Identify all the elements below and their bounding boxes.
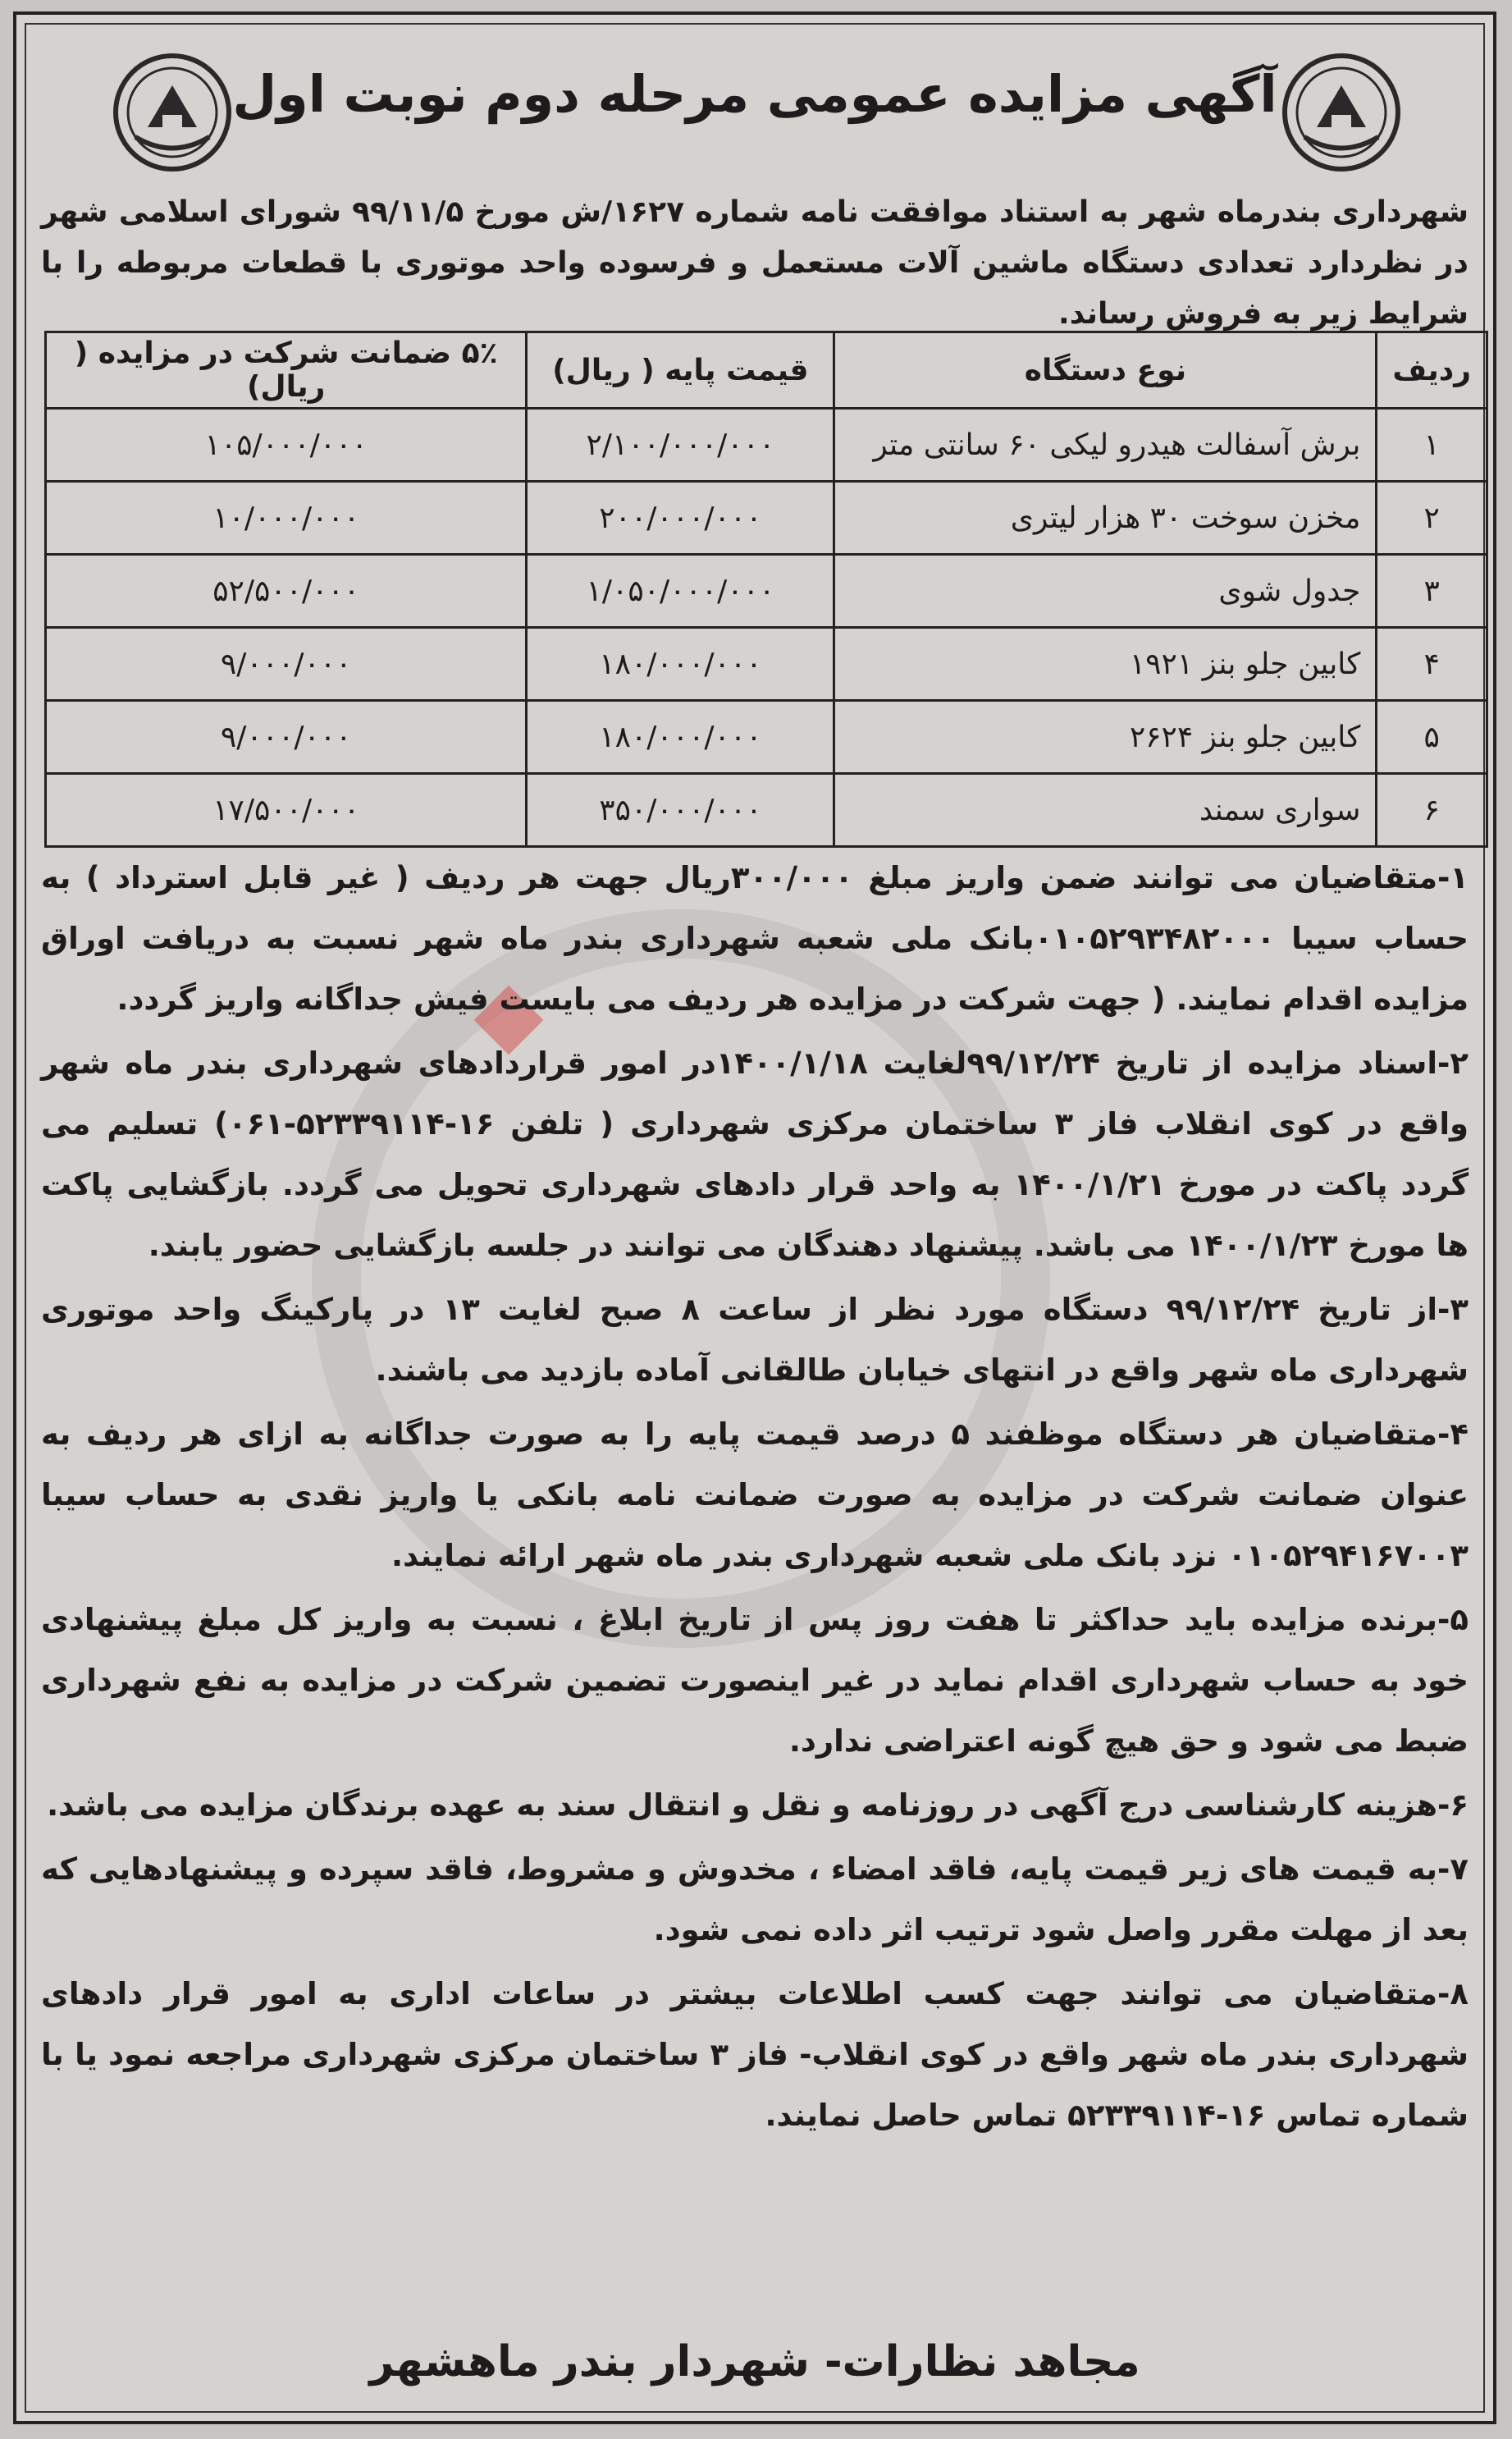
base-price: ۱۸۰/۰۰۰/۰۰۰	[527, 701, 834, 774]
header-row-number: ردیف	[1377, 332, 1487, 409]
device-type: مخزن سوخت ۳۰ هزار لیتری	[834, 482, 1377, 555]
header-guarantee: ۵٪ ضمانت شرکت در مزایده ( ریال)	[46, 332, 527, 409]
header-device-type: نوع دستگاه	[834, 332, 1377, 409]
condition-item: ۳-از تاریخ ۹۹/۱۲/۲۴ دستگاه مورد نظر از ساعت ۸ صبح لغایت ۱۳ در پارکینگ واحد موتوری شهرداری ماه شهر واقع در انتهای خیابان طالقانی آماده بازدید می باشند.	[41, 1292, 1469, 1388]
guarantee-amount: ۵۲/۵۰۰/۰۰۰	[46, 555, 527, 628]
guarantee-amount: ۱۷/۵۰۰/۰۰۰	[46, 774, 527, 847]
notice-sheet	[13, 11, 1496, 2424]
table-row	[46, 701, 1487, 774]
signature-line: مجاهد نظارات- شهردار بندر ماهشهر	[369, 2337, 1140, 2386]
device-type: برش آسفالت هیدرو لیکی ۶۰ سانتی متر	[834, 409, 1377, 482]
intro-paragraph: شهرداری بندرماه شهر به استناد موافقت نامه شماره ۱۶۲۷/ش مورخ ۹۹/۱۱/۵ شورای اسلامی شهر در نظردارد تعدادی دستگاه ماشین آلات مستعمل و فرسوده واحد موتوری با قطعات مربوطه را با شرایط زیر به فروش رساند.	[41, 195, 1469, 331]
guarantee-amount: ۱۰/۰۰۰/۰۰۰	[46, 482, 527, 555]
notice-title: آگهی مزایده عمومی مرحله دوم نوبت اول	[232, 64, 1277, 124]
base-price: ۲۰۰/۰۰۰/۰۰۰	[527, 482, 834, 555]
base-price: ۳۵۰/۰۰۰/۰۰۰	[527, 774, 834, 847]
device-type: کابین جلو بنز ۲۶۲۴	[834, 701, 1377, 774]
guarantee-amount: ۹/۰۰۰/۰۰۰	[46, 701, 527, 774]
row-number: ۴	[1377, 628, 1487, 701]
table-row	[46, 482, 1487, 555]
table-row	[46, 628, 1487, 701]
condition-item: ۵-برنده مزایده باید حداکثر تا هفت روز پس از تاریخ ابلاغ ، نسبت به واریز کل مبلغ پیشنهادی خود به حساب شهرداری اقدام نماید در غیر اینصورت تضمین شرکت در مزایده به نفع شهرداری ضبط می شود و حق هیچ گونه اعتراضی ندارد.	[41, 1602, 1469, 1759]
condition-item: ۶-هزینه کارشناسی درج آگهی در روزنامه و نقل و انتقال سند به عهده برندگان مزایده می باشد.	[47, 1787, 1469, 1823]
condition-item: ۷-به قیمت های زیر قیمت پایه، فاقد امضاء ، مخدوش و مشروط، فاقد سپرده و پیشنهادهایی که بعد از مهلت مقرر واصل شود ترتیب اثر داده نمی شود.	[41, 1851, 1469, 1947]
condition-item: ۸-متقاضیان می توانند جهت کسب اطلاعات بیشتر در ساعات اداری به امور قرار دادهای شهرداری بندر ماه شهر واقع در کوی انقلاب- فاز ۳ ساختمان مرکزی شهرداری مراجعه نمود یا با شماره تماس ۱۶-۵۲۳۳۹۱۱۴ تماس حاصل نمایند.	[41, 1976, 1469, 2133]
table-row	[46, 555, 1487, 628]
row-number: ۳	[1377, 555, 1487, 628]
table-row	[46, 774, 1487, 847]
base-price: ۱۸۰/۰۰۰/۰۰۰	[527, 628, 834, 701]
municipality-emblem-icon	[111, 51, 234, 174]
items-table	[44, 331, 1488, 848]
condition-item: ۴-متقاضیان هر دستگاه موظفند ۵ درصد قیمت پایه را به صورت جداگانه به ازای هر ردیف به عنوان ضمانت شرکت در مزایده به صورت ضمانت نامه بانکی یا واریز نقدی به حساب سیبا ۰۱۰۵۲۹۴۱۶۷۰۰۳ نزد بانک ملی شعبه شهرداری بندر ماه شهر ارائه نمایند.	[41, 1416, 1469, 1573]
device-type: سواری سمند	[834, 774, 1377, 847]
row-number: ۱	[1377, 409, 1487, 482]
device-type: جدول شوی	[834, 555, 1377, 628]
table-row	[46, 409, 1487, 482]
guarantee-amount: ۹/۰۰۰/۰۰۰	[46, 628, 527, 701]
condition-item: ۱-متقاضیان می توانند ضمن واریز مبلغ ۳۰۰/۰۰۰ریال جهت هر ردیف ( غیر قابل استرداد ) به حساب سیبا ۰۱۰۵۲۹۳۴۸۲۰۰۰بانک ملی شعبه شهرداری بندر ماه شهر نسبت به دریافت اوراق مزایده اقدام نمایند. ( جهت شرکت در مزایده هر ردیف می بایست فیش جداگانه واریز گردد.	[41, 860, 1469, 1017]
condition-item: ۲-اسناد مزایده از تاریخ ۹۹/۱۲/۲۴لغایت ۱۴۰۰/۱/۱۸در امور قراردادهای شهرداری بندر ماه شهر واقع در کوی انقلاب فاز ۳ ساختمان مرکزی شهرداری ( تلفن ۱۶-۵۲۳۳۹۱۱۴-۰۶۱) تسلیم می گردد پاکت در مورخ ۱۴۰۰/۱/۲۱ به واحد قرار دادهای شهرداری تحویل می گردد. بازگشایی پاکت ها مورخ ۱۴۰۰/۱/۲۳ می باشد. پیشنهاد دهندگان می توانند در جلسه بازگشایی حضور یابند.	[41, 1046, 1469, 1263]
conditions-list	[41, 848, 1469, 2149]
guarantee-amount: ۱۰۵/۰۰۰/۰۰۰	[46, 409, 527, 482]
row-number: ۲	[1377, 482, 1487, 555]
base-price: ۲/۱۰۰/۰۰۰/۰۰۰	[527, 409, 834, 482]
header-base-price: قیمت پایه ( ریال)	[527, 332, 834, 409]
base-price: ۱/۰۵۰/۰۰۰/۰۰۰	[527, 555, 834, 628]
row-number: ۶	[1377, 774, 1487, 847]
device-type: کابین جلو بنز ۱۹۲۱	[834, 628, 1377, 701]
row-number: ۵	[1377, 701, 1487, 774]
municipality-emblem-icon	[1280, 51, 1403, 174]
table-header-row	[46, 332, 1487, 409]
